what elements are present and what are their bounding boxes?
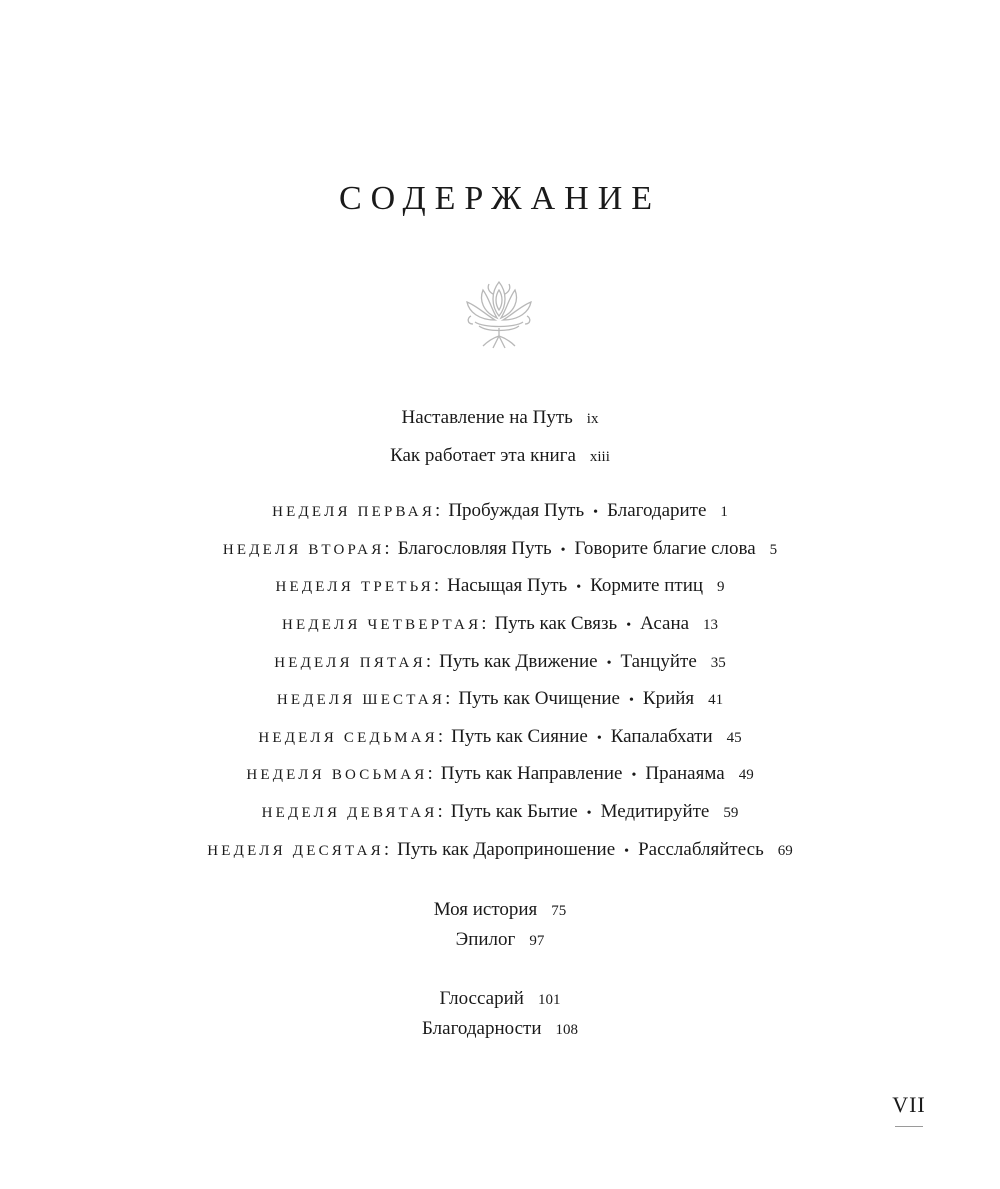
entry-title: Благодарности (422, 1018, 542, 1039)
week-label: НЕДЕЛЯ СЕДЬМАЯ (258, 730, 438, 746)
page-title: СОДЕРЖАНИЕ (338, 180, 662, 217)
bullet: • (593, 505, 599, 520)
page-number: 108 (555, 1022, 578, 1038)
bullet: • (624, 844, 630, 859)
toc-week-entry[interactable] (0, 725, 1000, 751)
week-theme: Пробуждая Путь (448, 500, 585, 521)
week-theme: Путь как Сияние (451, 726, 588, 747)
week-practice: Медитируйте (600, 801, 710, 822)
bullet: • (596, 731, 602, 746)
colon: : (481, 613, 487, 634)
toc-week-entry[interactable] (0, 650, 1000, 676)
week-label: НЕДЕЛЯ ВОСЬМАЯ (246, 767, 428, 783)
week-practice: Асана (640, 613, 690, 634)
entry-title: Наставление на Путь (401, 407, 573, 428)
toc-entry[interactable] (0, 406, 1000, 431)
bullet: • (560, 543, 566, 558)
toc-entry[interactable] (0, 987, 1000, 1012)
colon: : (445, 688, 451, 709)
page-number: 49 (738, 767, 754, 783)
week-theme: Путь как Движение (439, 651, 598, 672)
entry-title: Глоссарий (439, 988, 524, 1009)
toc-entry[interactable] (0, 898, 1000, 923)
week-theme: Насыщая Путь (447, 575, 568, 596)
colon: : (437, 726, 444, 747)
page-number: 101 (537, 992, 561, 1008)
week-label: НЕДЕЛЯ ДЕВЯТАЯ (261, 805, 438, 821)
week-label: НЕДЕЛЯ ПЯТАЯ (274, 655, 426, 671)
page-number: 35 (710, 655, 726, 671)
toc-entry[interactable] (0, 1017, 1000, 1042)
toc-week-entry[interactable] (0, 574, 1000, 600)
colon: : (435, 500, 441, 521)
toc-week-entry[interactable] (0, 687, 1000, 713)
week-theme: Путь как Бытие (450, 801, 578, 822)
bullet: • (628, 693, 634, 708)
toc-week-entry[interactable] (0, 499, 1000, 525)
colon: : (425, 651, 432, 672)
week-theme: Путь как Дароприношение (397, 839, 616, 860)
bullet: • (626, 618, 632, 633)
week-practice: Расслабляйтесь (638, 839, 764, 860)
week-label: НЕДЕЛЯ ВТОРАЯ (222, 542, 385, 558)
week-label: НЕДЕЛЯ ТРЕТЬЯ (275, 579, 434, 595)
page-number: ix (586, 411, 599, 427)
page-number: 9 (717, 579, 725, 595)
page-number: 69 (777, 843, 793, 859)
entry-title: Моя история (433, 899, 538, 920)
page-number: 5 (769, 542, 778, 558)
week-practice: Говорите благие слова (574, 538, 756, 559)
week-label: НЕДЕЛЯ ПЕРВАЯ (272, 504, 436, 520)
toc-week-entry[interactable] (0, 537, 1000, 563)
bullet: • (631, 768, 637, 783)
page-number: 59 (723, 805, 739, 821)
week-practice: Кормите птиц (590, 575, 704, 596)
week-theme: Благословляя Путь (397, 538, 552, 559)
page-number: 97 (529, 933, 545, 949)
bullet: • (606, 656, 612, 671)
week-theme: Путь как Очищение (458, 688, 620, 709)
week-label: НЕДЕЛЯ ШЕСТАЯ (276, 692, 446, 708)
toc-entry[interactable] (0, 928, 1000, 953)
folio-rule (895, 1126, 923, 1127)
week-practice: Крийя (642, 688, 695, 709)
colon: : (384, 538, 390, 559)
week-practice: Капалабхати (610, 726, 713, 747)
entry-title: Эпилог (455, 929, 516, 950)
week-practice: Танцуйте (620, 651, 697, 672)
page-folio: VII (892, 1092, 926, 1117)
page-number: xiii (589, 449, 610, 465)
entry-title: Как работает эта книга (390, 445, 576, 466)
bullet: • (586, 806, 592, 821)
colon: : (437, 801, 443, 822)
toc-week-entry[interactable] (0, 612, 1000, 638)
toc-week-entry[interactable] (0, 800, 1000, 826)
page-number: 45 (726, 730, 742, 746)
week-practice: Благодарите (607, 500, 707, 521)
toc-entry[interactable] (0, 444, 1000, 469)
page-number: 75 (551, 903, 567, 919)
page-number: 41 (708, 692, 724, 708)
colon: : (383, 839, 390, 860)
toc-week-entry[interactable] (0, 838, 1000, 864)
week-label: НЕДЕЛЯ ЧЕТВЕРТАЯ (281, 617, 482, 633)
page-number: 1 (720, 504, 728, 520)
bullet: • (576, 580, 582, 595)
colon: : (433, 575, 440, 596)
week-practice: Пранаяма (645, 763, 725, 784)
page-number: 13 (703, 617, 719, 633)
week-theme: Путь как Связь (494, 613, 618, 634)
week-theme: Путь как Направление (440, 763, 623, 784)
lotus-icon (461, 276, 537, 350)
colon: : (427, 763, 433, 784)
toc-week-entry[interactable] (0, 762, 1000, 788)
week-label: НЕДЕЛЯ ДЕСЯТАЯ (207, 843, 384, 859)
